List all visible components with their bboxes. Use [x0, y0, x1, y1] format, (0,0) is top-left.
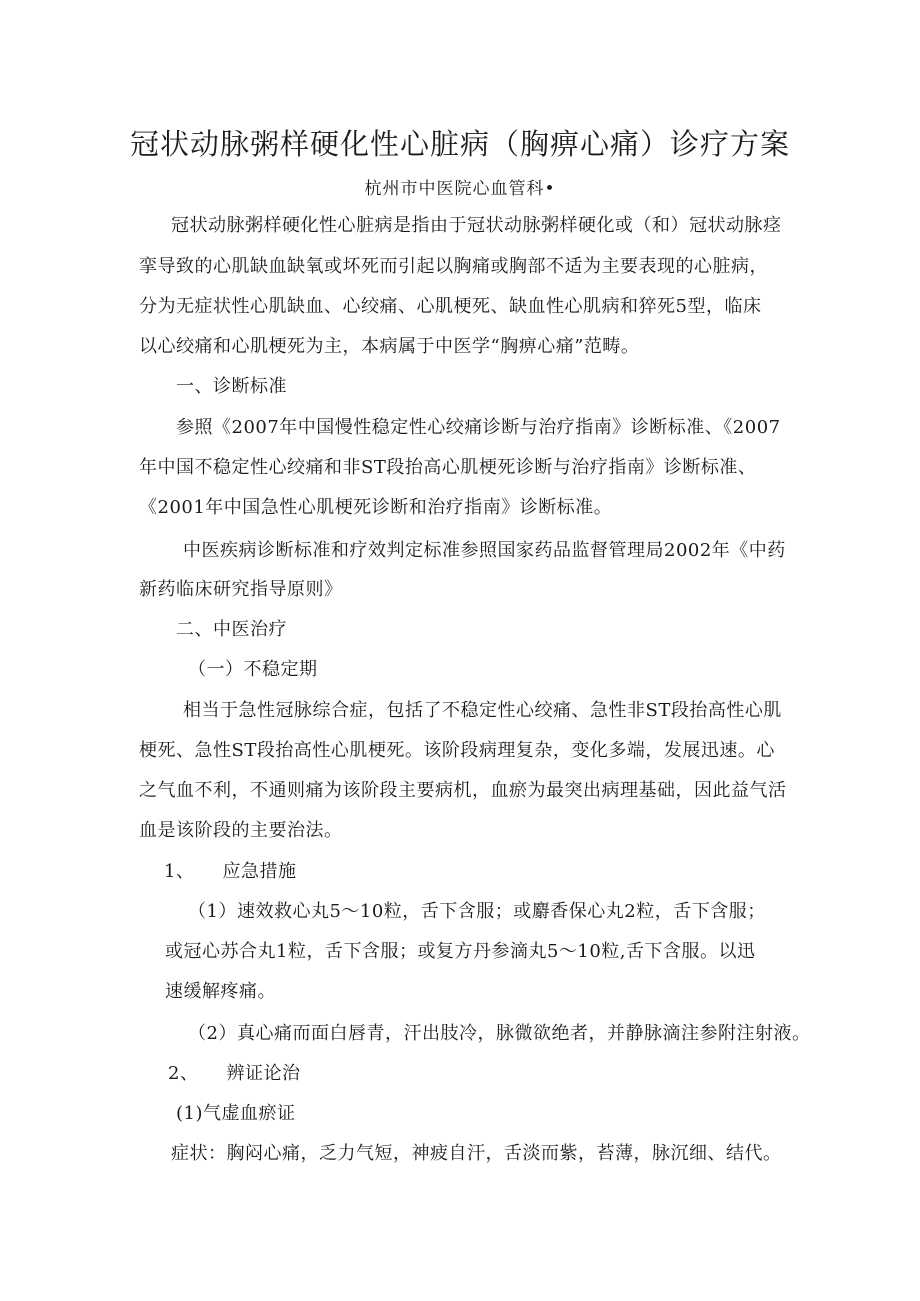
- paragraph-line: 相当于急性冠脉综合症，包括了不稳定性心绞痛、急性非ST段抬高性心肌: [183, 700, 782, 721]
- paragraph-line: 之气血不利，不通则痛为该阶段主要病机，血瘀为最突出病理基础，因此益气活: [139, 780, 787, 801]
- subsection-heading: (1)气虚血瘀证: [176, 1103, 296, 1124]
- paragraph-line: 新药临床研究指导原则》: [139, 579, 343, 600]
- paragraph-line: 《2001年中国急性心肌梗死诊断和治疗指南》诊断标准。: [139, 497, 613, 518]
- author-affiliation: 杭州市中医院心血管科•: [364, 179, 556, 199]
- paragraph-line: 参照《2007年中国慢性稳定性心绞痛诊断与治疗指南》诊断标准、《2007: [176, 417, 781, 438]
- paragraph-line: 分为无症状性心肌缺血、心绞痛、心肌梗死、缺血性心肌病和猝死5型，临床: [139, 296, 762, 317]
- subsection-heading: （一）不稳定期: [188, 659, 318, 680]
- paragraph-line: 年中国不稳定性心绞痛和非ST段抬高心肌梗死诊断与治疗指南》诊断标准、: [139, 457, 757, 478]
- section-heading: 二、中医治疗: [176, 619, 287, 640]
- paragraph-line: 症状：胸闷心痛，乏力气短，神疲自汗，舌淡而紫，苔薄，脉沉细、结代。: [171, 1143, 782, 1164]
- numbered-heading: 1、 应急措施: [164, 861, 297, 882]
- paragraph-line: 中医疾病诊断标准和疗效判定标准参照国家药品监督管理局2002年《中药: [183, 540, 786, 561]
- paragraph-line: 或冠心苏合丸1粒，舌下含服；或复方丹参滴丸5～10粒,舌下含服。以迅: [165, 941, 756, 962]
- paragraph-line: （2）真心痛而面白唇青，汗出肢冷，脉微欲绝者，并静脉滴注参附注射液。: [188, 1023, 811, 1044]
- paragraph-line: 速缓解疼痛。: [165, 981, 276, 1002]
- paragraph-line: 以心绞痛和心肌梗死为主，本病属于中医学“胸痹心痛”范畴。: [139, 336, 640, 357]
- document-title: 冠状动脉粥样硬化性心脏病（胸痹心痛）诊疗方案: [129, 127, 790, 161]
- paragraph-line: 血是该阶段的主要治法。: [139, 820, 343, 841]
- paragraph-line: 冠状动脉粥样硬化性心脏病是指由于冠状动脉粥样硬化或（和）冠状动脉痉: [171, 215, 782, 236]
- paragraph-line: （1）速效救心丸5～10粒，舌下含服；或麝香保心丸2粒，舌下含服；: [188, 901, 766, 922]
- paragraph-line: 梗死、急性ST段抬高性心肌梗死。该阶段病理复杂，变化多端，发展迅速。心: [139, 740, 775, 761]
- numbered-heading: 2、 辨证论治: [168, 1063, 301, 1084]
- paragraph-line: 挛导致的心肌缺血缺氧或坏死而引起以胸痛或胸部不适为主要表现的心脏病，: [139, 256, 768, 277]
- section-heading: 一、诊断标准: [176, 376, 287, 397]
